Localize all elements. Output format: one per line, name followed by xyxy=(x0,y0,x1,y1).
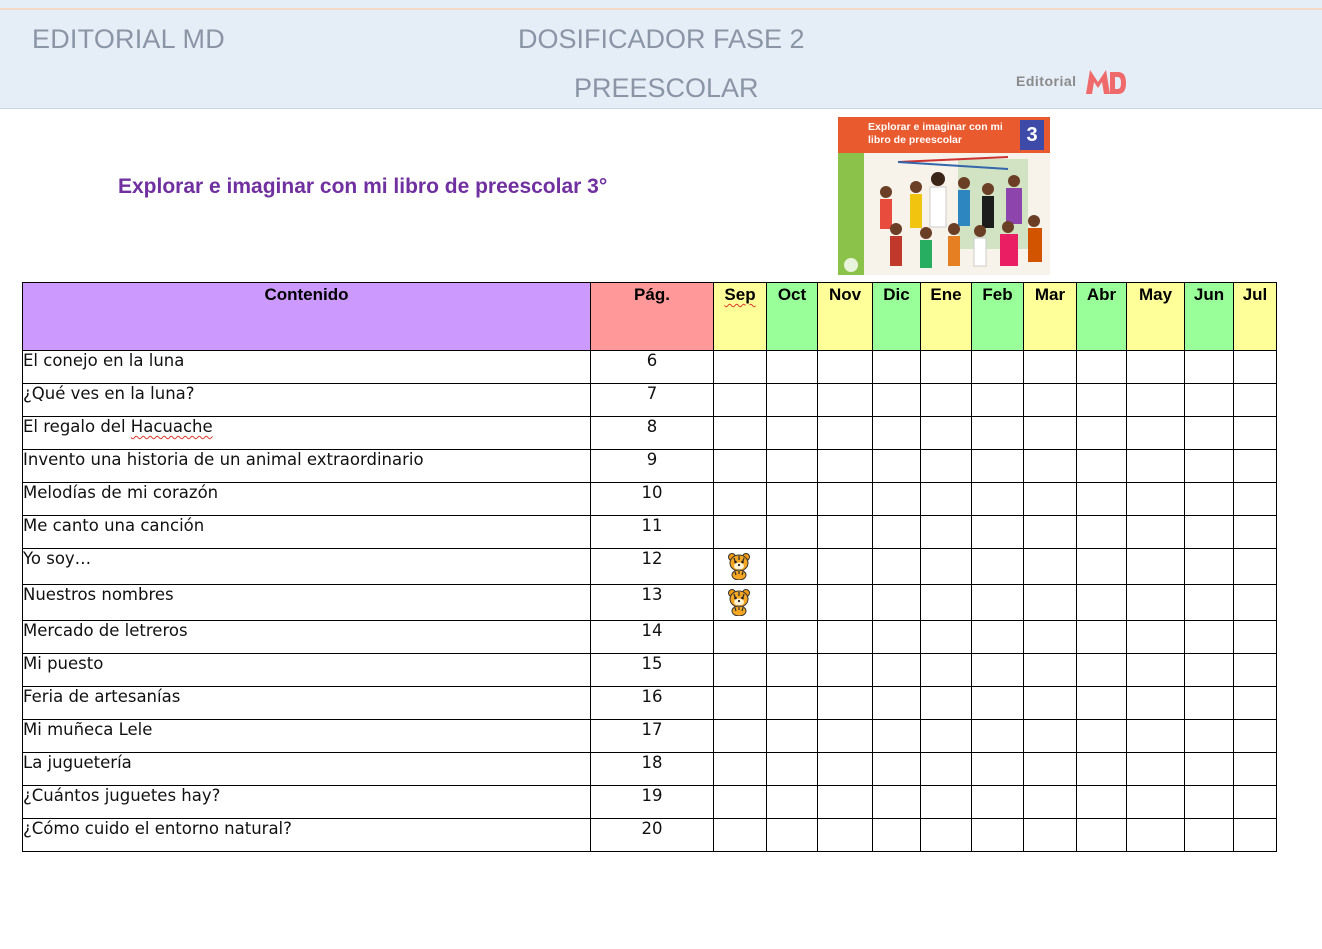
month-cell-oct[interactable] xyxy=(767,351,818,384)
month-cell-jul[interactable] xyxy=(1234,687,1277,720)
header-month-abr: Abr xyxy=(1077,283,1127,351)
month-cell-jul[interactable] xyxy=(1234,753,1277,786)
month-cell-sep[interactable] xyxy=(714,753,767,786)
month-cell-mar[interactable] xyxy=(1024,654,1077,687)
month-cell-dic[interactable] xyxy=(873,585,921,621)
month-cell-ene[interactable] xyxy=(921,786,972,819)
header-brand: EDITORIAL MD xyxy=(32,24,225,54)
month-cell-mar[interactable] xyxy=(1024,819,1077,852)
header-month-feb: Feb xyxy=(972,283,1024,351)
month-cell-sep[interactable] xyxy=(714,450,767,483)
month-cell-feb[interactable] xyxy=(972,687,1024,720)
month-cell-may[interactable] xyxy=(1127,417,1185,450)
content-cell: La juguetería xyxy=(23,753,591,786)
month-cell-ene[interactable] xyxy=(921,753,972,786)
month-cell-oct[interactable] xyxy=(767,786,818,819)
page-cell: 15 xyxy=(591,654,714,687)
month-cell-nov[interactable] xyxy=(818,351,873,384)
header-pagina: Pág. xyxy=(591,283,714,351)
table-row xyxy=(23,687,1277,720)
month-cell-may[interactable] xyxy=(1127,549,1185,585)
content-cell: ¿Cuántos juguetes hay? xyxy=(23,786,591,819)
month-cell-jul[interactable] xyxy=(1234,516,1277,549)
month-cell-nov[interactable] xyxy=(818,417,873,450)
month-cell-sep[interactable] xyxy=(714,786,767,819)
month-cell-oct[interactable] xyxy=(767,516,818,549)
header-month-may: May xyxy=(1127,283,1185,351)
table-row xyxy=(23,654,1277,687)
month-cell-jun[interactable] xyxy=(1185,687,1234,720)
header-month-dic: Dic xyxy=(873,283,921,351)
header-subtitle: PREESCOLAR xyxy=(574,73,759,103)
month-cell-ene[interactable] xyxy=(921,516,972,549)
month-cell-feb[interactable] xyxy=(972,516,1024,549)
month-cell-abr[interactable] xyxy=(1077,819,1127,852)
month-cell-feb[interactable] xyxy=(972,351,1024,384)
page-cell: 18 xyxy=(591,753,714,786)
month-cell-may[interactable] xyxy=(1127,687,1185,720)
content-cell xyxy=(23,417,591,450)
document-header xyxy=(0,0,1322,109)
table-row xyxy=(23,585,1277,621)
month-cell-nov[interactable] xyxy=(818,585,873,621)
month-cell-dic[interactable] xyxy=(873,753,921,786)
page-cell: 8 xyxy=(591,417,714,450)
month-cell-mar[interactable] xyxy=(1024,753,1077,786)
month-cell-nov[interactable] xyxy=(818,450,873,483)
month-cell-abr[interactable] xyxy=(1077,753,1127,786)
month-cell-abr[interactable] xyxy=(1077,351,1127,384)
month-cell-jul[interactable] xyxy=(1234,549,1277,585)
month-cell-oct[interactable] xyxy=(767,585,818,621)
month-cell-sep[interactable] xyxy=(714,351,767,384)
header-month-ene: Ene xyxy=(921,283,972,351)
month-cell-jun[interactable] xyxy=(1185,351,1234,384)
month-cell-oct[interactable] xyxy=(767,687,818,720)
month-cell-jun[interactable] xyxy=(1185,417,1234,450)
month-cell-nov[interactable] xyxy=(818,687,873,720)
page-cell: 11 xyxy=(591,516,714,549)
editorial-md-logo xyxy=(1016,60,1136,100)
month-cell-abr[interactable] xyxy=(1077,654,1127,687)
month-cell-dic[interactable] xyxy=(873,384,921,417)
month-cell-nov[interactable] xyxy=(818,549,873,585)
content-cell: Feria de artesanías xyxy=(23,687,591,720)
month-cell-feb[interactable] xyxy=(972,720,1024,753)
month-cell-abr[interactable] xyxy=(1077,417,1127,450)
content-cell: ¿Qué ves en la luna? xyxy=(23,384,591,417)
month-cell-mar[interactable] xyxy=(1024,417,1077,450)
month-cell-jul[interactable] xyxy=(1234,384,1277,417)
dosificador-table xyxy=(22,282,1277,852)
month-cell-sep[interactable] xyxy=(714,549,767,585)
month-cell-mar[interactable] xyxy=(1024,720,1077,753)
page-cell: 6 xyxy=(591,351,714,384)
month-cell-mar[interactable] xyxy=(1024,621,1077,654)
month-cell-nov[interactable] xyxy=(818,720,873,753)
table-row xyxy=(23,384,1277,417)
month-cell-feb[interactable] xyxy=(972,819,1024,852)
month-cell-feb[interactable] xyxy=(972,753,1024,786)
table-row xyxy=(23,417,1277,450)
book-cover-image xyxy=(838,117,1050,275)
month-cell-sep[interactable] xyxy=(714,654,767,687)
month-cell-ene[interactable] xyxy=(921,351,972,384)
month-cell-jul[interactable] xyxy=(1234,483,1277,516)
header-month-oct: Oct xyxy=(767,283,818,351)
month-cell-mar[interactable] xyxy=(1024,483,1077,516)
content-cell: Mi muñeca Lele xyxy=(23,720,591,753)
content-cell: Nuestros nombres xyxy=(23,585,591,621)
page-cell: 13 xyxy=(591,585,714,621)
month-cell-jun[interactable] xyxy=(1185,585,1234,621)
month-cell-dic[interactable] xyxy=(873,819,921,852)
month-cell-sep[interactable] xyxy=(714,687,767,720)
month-cell-sep[interactable] xyxy=(714,417,767,450)
table-row xyxy=(23,483,1277,516)
month-cell-dic[interactable] xyxy=(873,351,921,384)
page-cell: 19 xyxy=(591,786,714,819)
header-contenido: Contenido xyxy=(23,283,591,351)
header-title: DOSIFICADOR FASE 2 xyxy=(518,24,805,54)
month-cell-may[interactable] xyxy=(1127,654,1185,687)
month-cell-abr[interactable] xyxy=(1077,549,1127,585)
table-row xyxy=(23,819,1277,852)
month-cell-may[interactable] xyxy=(1127,450,1185,483)
tiger-icon xyxy=(726,552,752,584)
month-cell-oct[interactable] xyxy=(767,654,818,687)
month-cell-oct[interactable] xyxy=(767,549,818,585)
month-cell-mar[interactable] xyxy=(1024,687,1077,720)
month-cell-ene[interactable] xyxy=(921,720,972,753)
month-cell-feb[interactable] xyxy=(972,786,1024,819)
month-cell-ene[interactable] xyxy=(921,585,972,621)
month-cell-feb[interactable] xyxy=(972,621,1024,654)
month-cell-dic[interactable] xyxy=(873,417,921,450)
page-cell: 10 xyxy=(591,483,714,516)
month-cell-abr[interactable] xyxy=(1077,450,1127,483)
cover-grade: 3 xyxy=(1020,120,1044,150)
page-cell: 7 xyxy=(591,384,714,417)
month-cell-sep[interactable] xyxy=(714,621,767,654)
page-cell: 9 xyxy=(591,450,714,483)
month-cell-feb[interactable] xyxy=(972,417,1024,450)
table-row xyxy=(23,516,1277,549)
month-cell-jun[interactable] xyxy=(1185,720,1234,753)
content-text: El regalo del xyxy=(23,417,131,436)
month-cell-jun[interactable] xyxy=(1185,450,1234,483)
month-cell-sep[interactable] xyxy=(714,483,767,516)
month-cell-may[interactable] xyxy=(1127,384,1185,417)
month-cell-feb[interactable] xyxy=(972,549,1024,585)
month-cell-ene[interactable] xyxy=(921,687,972,720)
page-cell: 16 xyxy=(591,687,714,720)
month-cell-sep[interactable] xyxy=(714,384,767,417)
month-cell-dic[interactable] xyxy=(873,483,921,516)
month-cell-jul[interactable] xyxy=(1234,351,1277,384)
content-cell: Me canto una canción xyxy=(23,516,591,549)
month-cell-ene[interactable] xyxy=(921,384,972,417)
month-cell-mar[interactable] xyxy=(1024,516,1077,549)
month-cell-jul[interactable] xyxy=(1234,450,1277,483)
month-cell-oct[interactable] xyxy=(767,621,818,654)
table-row xyxy=(23,351,1277,384)
month-cell-jul[interactable] xyxy=(1234,819,1277,852)
month-cell-mar[interactable] xyxy=(1024,585,1077,621)
month-cell-jul[interactable] xyxy=(1234,417,1277,450)
content-cell: ¿Cómo cuido el entorno natural? xyxy=(23,819,591,852)
month-cell-jun[interactable] xyxy=(1185,786,1234,819)
month-cell-sep[interactable] xyxy=(714,516,767,549)
month-cell-mar[interactable] xyxy=(1024,786,1077,819)
md-logo-icon xyxy=(1084,64,1128,96)
month-cell-jun[interactable] xyxy=(1185,516,1234,549)
month-cell-abr[interactable] xyxy=(1077,585,1127,621)
cover-illustration xyxy=(838,117,1050,275)
month-cell-jun[interactable] xyxy=(1185,753,1234,786)
month-cell-oct[interactable] xyxy=(767,483,818,516)
month-cell-abr[interactable] xyxy=(1077,786,1127,819)
month-cell-may[interactable] xyxy=(1127,819,1185,852)
month-cell-oct[interactable] xyxy=(767,720,818,753)
month-cell-ene[interactable] xyxy=(921,483,972,516)
book-title: Explorar e imaginar con mi libro de preescolar 3° xyxy=(118,175,608,198)
month-cell-sep[interactable] xyxy=(714,720,767,753)
month-cell-oct[interactable] xyxy=(767,417,818,450)
page-cell: 20 xyxy=(591,819,714,852)
month-cell-dic[interactable] xyxy=(873,516,921,549)
month-cell-oct[interactable] xyxy=(767,450,818,483)
header-month-jul: Jul xyxy=(1234,283,1277,351)
month-cell-nov[interactable] xyxy=(818,483,873,516)
content-cell: Melodías de mi corazón xyxy=(23,483,591,516)
month-cell-dic[interactable] xyxy=(873,687,921,720)
month-cell-abr[interactable] xyxy=(1077,687,1127,720)
month-cell-may[interactable] xyxy=(1127,720,1185,753)
month-cell-dic[interactable] xyxy=(873,549,921,585)
month-cell-dic[interactable] xyxy=(873,654,921,687)
content-cell: Mercado de letreros xyxy=(23,621,591,654)
header-top-rule xyxy=(0,8,1322,10)
month-cell-mar[interactable] xyxy=(1024,450,1077,483)
month-cell-ene[interactable] xyxy=(921,417,972,450)
month-cell-mar[interactable] xyxy=(1024,351,1077,384)
month-cell-nov[interactable] xyxy=(818,819,873,852)
month-cell-mar[interactable] xyxy=(1024,549,1077,585)
month-cell-oct[interactable] xyxy=(767,819,818,852)
month-cell-nov[interactable] xyxy=(818,786,873,819)
month-cell-jun[interactable] xyxy=(1185,483,1234,516)
month-cell-jul[interactable] xyxy=(1234,720,1277,753)
month-cell-dic[interactable] xyxy=(873,720,921,753)
month-cell-ene[interactable] xyxy=(921,654,972,687)
month-cell-dic[interactable] xyxy=(873,621,921,654)
content-cell: Yo soy… xyxy=(23,549,591,585)
month-cell-jul[interactable] xyxy=(1234,786,1277,819)
month-cell-oct[interactable] xyxy=(767,753,818,786)
header-month-mar: Mar xyxy=(1024,283,1077,351)
month-cell-dic[interactable] xyxy=(873,786,921,819)
month-cell-jun[interactable] xyxy=(1185,621,1234,654)
month-cell-nov[interactable] xyxy=(818,753,873,786)
month-cell-feb[interactable] xyxy=(972,450,1024,483)
table-row xyxy=(23,786,1277,819)
page-cell: 17 xyxy=(591,720,714,753)
table-row xyxy=(23,753,1277,786)
spellcheck-word: Hacuache xyxy=(130,417,213,436)
month-cell-jun[interactable] xyxy=(1185,549,1234,585)
table-row xyxy=(23,621,1277,654)
month-cell-may[interactable] xyxy=(1127,753,1185,786)
month-cell-oct[interactable] xyxy=(767,384,818,417)
header-month-sep xyxy=(714,283,767,351)
month-cell-jul[interactable] xyxy=(1234,654,1277,687)
month-cell-abr[interactable] xyxy=(1077,516,1127,549)
month-cell-may[interactable] xyxy=(1127,516,1185,549)
header-month-nov: Nov xyxy=(818,283,873,351)
month-cell-ene[interactable] xyxy=(921,621,972,654)
month-cell-nov[interactable] xyxy=(818,621,873,654)
page-cell: 14 xyxy=(591,621,714,654)
month-cell-jun[interactable] xyxy=(1185,819,1234,852)
month-cell-nov[interactable] xyxy=(818,516,873,549)
month-cell-may[interactable] xyxy=(1127,786,1185,819)
table-body xyxy=(23,351,1277,852)
month-cell-may[interactable] xyxy=(1127,483,1185,516)
month-label-sep: Sep xyxy=(724,285,756,304)
month-cell-mar[interactable] xyxy=(1024,384,1077,417)
month-cell-feb[interactable] xyxy=(972,654,1024,687)
month-cell-may[interactable] xyxy=(1127,351,1185,384)
table-row xyxy=(23,450,1277,483)
month-cell-feb[interactable] xyxy=(972,585,1024,621)
table-row xyxy=(23,549,1277,585)
page-cell: 12 xyxy=(591,549,714,585)
cover-title: Explorar e imaginar con mi libro de preescolar xyxy=(868,121,1003,146)
logo-text: Editorial xyxy=(1016,73,1077,89)
month-cell-feb[interactable] xyxy=(972,483,1024,516)
month-cell-nov[interactable] xyxy=(818,654,873,687)
month-cell-jul[interactable] xyxy=(1234,585,1277,621)
month-cell-abr[interactable] xyxy=(1077,621,1127,654)
month-cell-feb[interactable] xyxy=(972,384,1024,417)
header-month-jun: Jun xyxy=(1185,283,1234,351)
month-cell-abr[interactable] xyxy=(1077,384,1127,417)
content-cell: Invento una historia de un animal extraordinario xyxy=(23,450,591,483)
month-cell-may[interactable] xyxy=(1127,585,1185,621)
month-cell-ene[interactable] xyxy=(921,450,972,483)
month-cell-abr[interactable] xyxy=(1077,720,1127,753)
month-cell-may[interactable] xyxy=(1127,621,1185,654)
month-cell-nov[interactable] xyxy=(818,384,873,417)
month-cell-ene[interactable] xyxy=(921,549,972,585)
month-cell-jun[interactable] xyxy=(1185,654,1234,687)
tiger-icon xyxy=(726,588,752,620)
month-cell-ene[interactable] xyxy=(921,819,972,852)
table-header-row xyxy=(23,283,1277,351)
content-cell: Mi puesto xyxy=(23,654,591,687)
month-cell-sep[interactable] xyxy=(714,585,767,621)
month-cell-sep[interactable] xyxy=(714,819,767,852)
month-cell-abr[interactable] xyxy=(1077,483,1127,516)
content-cell: El conejo en la luna xyxy=(23,351,591,384)
month-cell-jul[interactable] xyxy=(1234,621,1277,654)
month-cell-dic[interactable] xyxy=(873,450,921,483)
month-cell-jun[interactable] xyxy=(1185,384,1234,417)
table-row xyxy=(23,720,1277,753)
